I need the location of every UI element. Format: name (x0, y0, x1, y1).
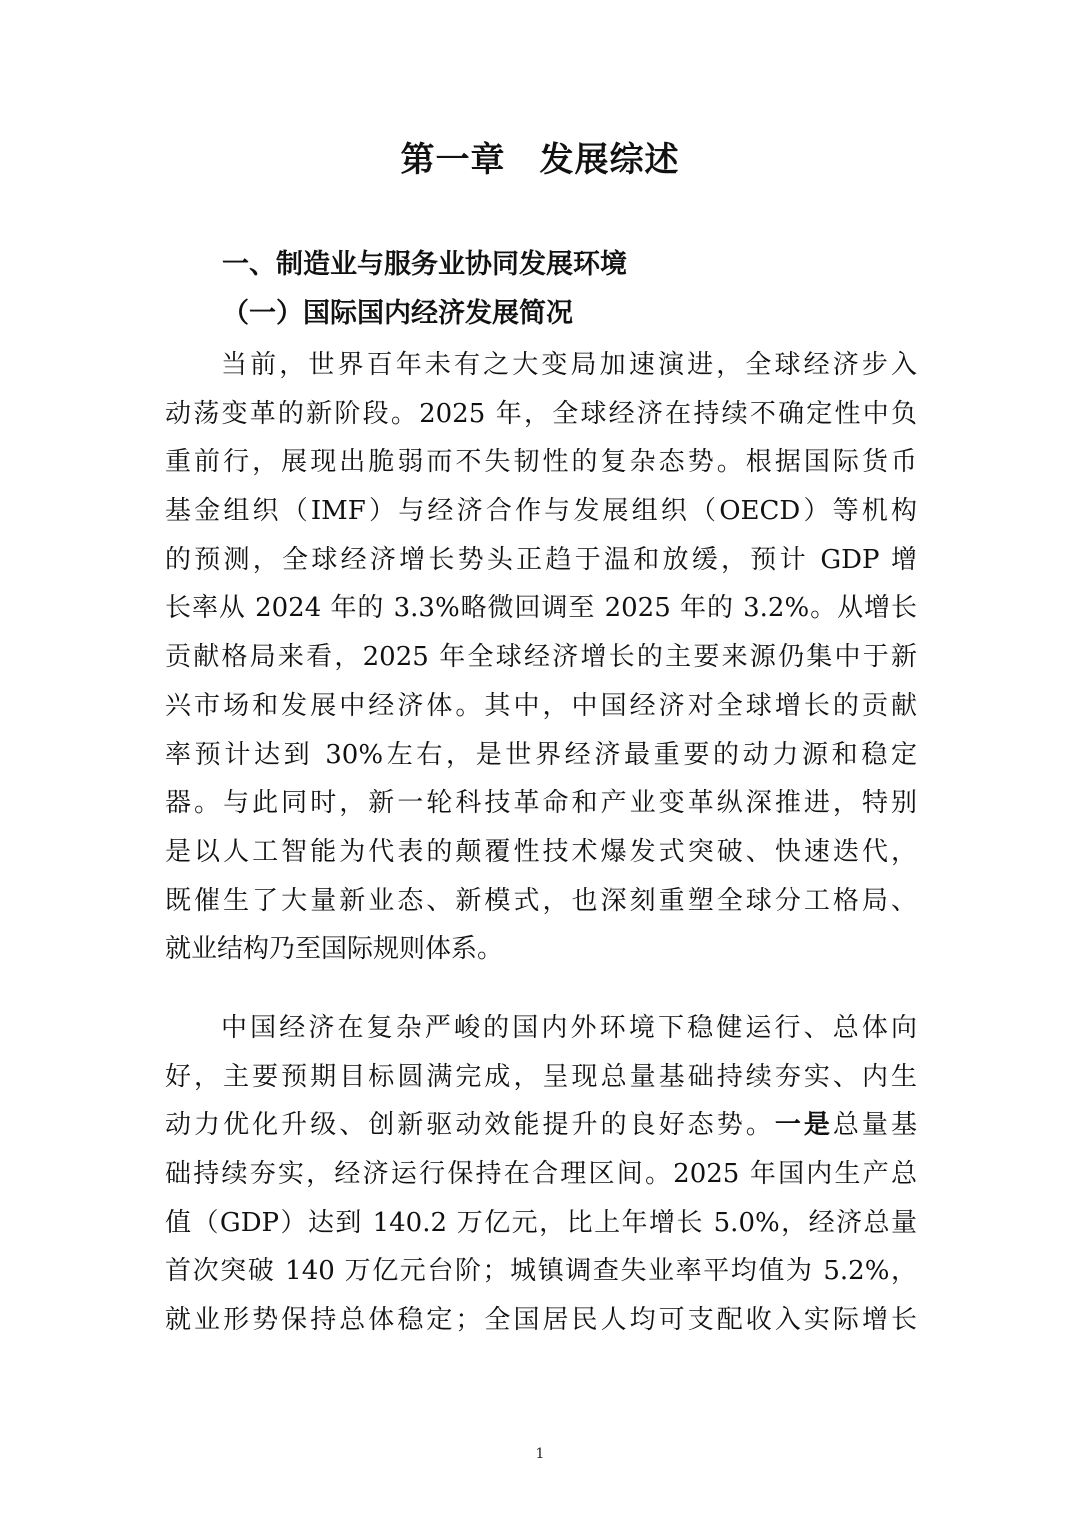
subsection-heading: （一）国际国内经济发展简况 (222, 298, 573, 329)
paragraph-line: 首次突破 140 万亿元台阶；城镇调查失业率平均值为 5.2%， (165, 1256, 917, 1287)
chapter-title (0, 130, 1080, 190)
paragraph-line: 当前，世界百年未有之大变局加速演进，全球经济步入 (221, 350, 917, 380)
paragraph-line: 就业结构乃至国际规则体系。 (165, 934, 504, 965)
paragraph-text: 总量基 (832, 1110, 917, 1141)
paragraph-text: 动力优化升级、创新驱动效能提升的良好态势。 (165, 1110, 775, 1141)
paragraph-line: 动荡变革的新阶段。2025 年，全球经济在持续不确定性中负 (165, 398, 917, 429)
paragraph-line: 长率从 2024 年的 3.3%略微回调至 2025 年的 3.2%。从增长 (165, 593, 917, 624)
paragraph-line: 重前行，展现出脆弱而不失韧性的复杂态势。根据国际货币 (165, 447, 917, 478)
paragraph-global-economy (165, 341, 917, 974)
paragraph-line: 率预计达到 30%左右，是世界经济最重要的动力源和稳定 (165, 739, 917, 770)
paragraph-line: 的预测，全球经济增长势头正趋于温和放缓，预计 GDP 增 (165, 544, 917, 575)
chapter-number: 第一章 (400, 140, 506, 180)
paragraph-line: 中国经济在复杂严峻的国内外环境下稳健运行、总体向 (221, 1013, 917, 1043)
paragraph-line: 既催生了大量新业态、新模式，也深刻重塑全球分工格局、 (165, 885, 917, 916)
paragraph-line: 值（GDP）达到 140.2 万亿元，比上年增长 5.0%，经济总量 (165, 1207, 917, 1238)
paragraph-line: 好，主要预期目标圆满完成，呈现总量基础持续夯实、内生 (165, 1061, 917, 1092)
paragraph-line: 兴市场和发展中经济体。其中，中国经济对全球增长的贡献 (165, 690, 917, 721)
paragraph-line: 是以人工智能为代表的颠覆性技术爆发式突破、快速迭代， (165, 836, 917, 867)
paragraph-line: 础持续夯实，经济运行保持在合理区间。2025 年国内生产总 (165, 1159, 917, 1190)
paragraph-line (165, 1101, 917, 1150)
paragraph-line: 贡献格局来看，2025 年全球经济增长的主要来源仍集中于新 (165, 642, 917, 673)
paragraph-china-economy (165, 1004, 917, 1345)
section-heading: 一、制造业与服务业协同发展环境 (222, 249, 627, 280)
page-number: 1 (535, 1446, 545, 1462)
emphasis-text: 一是 (774, 1110, 833, 1141)
chapter-name: 发展综述 (539, 140, 680, 180)
paragraph-line: 就业形势保持总体稳定；全国居民人均可支配收入实际增长 (165, 1305, 917, 1336)
paragraph-line: 基金组织（IMF）与经济合作与发展组织（OECD）等机构 (165, 496, 917, 527)
paragraph-line: 器。与此同时，新一轮科技革命和产业变革纵深推进，特别 (165, 788, 917, 819)
